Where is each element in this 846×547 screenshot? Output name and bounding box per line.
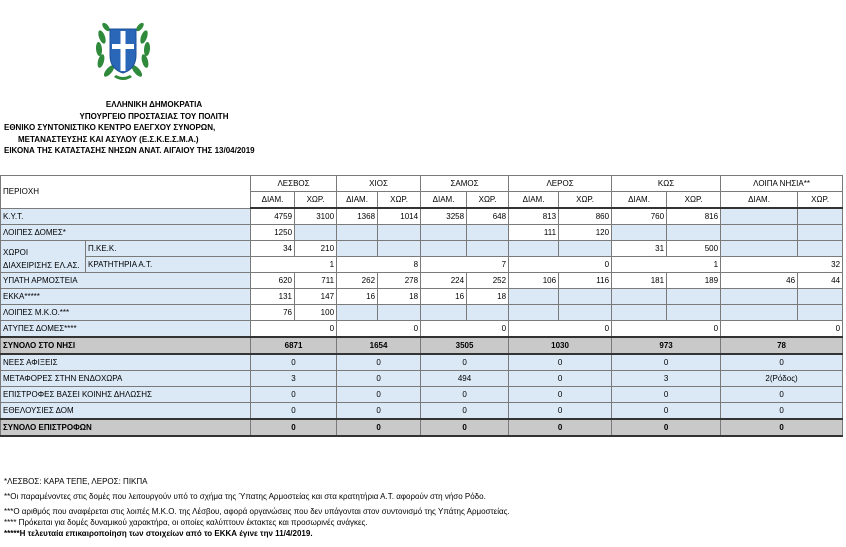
island-header-samos: ΣΑΜΟΣ xyxy=(421,176,509,192)
table-cell: 0 xyxy=(509,354,612,371)
table-cell xyxy=(421,305,467,321)
table-cell: 0 xyxy=(251,354,337,371)
row-group-label-line2: ΔΙΑΧΕΙΡΙΣΗΣ ΕΛ.ΑΣ. xyxy=(3,260,80,270)
table-cell: 648 xyxy=(467,208,509,225)
table-cell: 0 xyxy=(612,354,721,371)
table-cell xyxy=(798,289,843,305)
island-header-other: ΛΟΙΠΑ ΝΗΣΙΑ** xyxy=(721,176,843,192)
table-cell xyxy=(721,305,798,321)
table-cell: 0 xyxy=(721,387,843,403)
table-cell xyxy=(612,289,667,305)
row-group-label-line1: ΧΩΡΟΙ xyxy=(3,247,29,257)
table-row xyxy=(1,387,843,403)
table-cell: 0 xyxy=(421,419,509,436)
subheader-diam: ΔΙΑΜ. xyxy=(509,192,559,209)
table-cell: 0 xyxy=(421,403,509,420)
table-cell: 0 xyxy=(509,387,612,403)
table-cell xyxy=(337,305,378,321)
table-cell: 16 xyxy=(421,289,467,305)
footnote: ***Ο αριθμός που αναφέρεται στις λοιπές Μ.Κ.Ο. της Λέσβου, αφορά οργανώσεις που δεν υπάγονται στον συντονισμό της Υπάτης Αρμοστείας. xyxy=(4,507,510,516)
table-cell xyxy=(378,225,421,241)
table-cell: 18 xyxy=(467,289,509,305)
table-cell: 3 xyxy=(251,371,337,387)
table-cell: 711 xyxy=(295,273,337,289)
row-label-other-facilities: ΛΟΙΠΕΣ ΔΟΜΕΣ* xyxy=(1,225,251,241)
island-header-lesvos: ΛΕΣΒΟΣ xyxy=(251,176,337,192)
row-label-detention: ΚΡΑΤΗΤΗΡΙΑ Α.Τ. xyxy=(86,257,251,273)
island-header-chios: ΧΙΟΣ xyxy=(337,176,421,192)
table-cell: 0 xyxy=(337,403,421,420)
table-cell: 0 xyxy=(337,321,421,338)
table-row xyxy=(1,208,843,225)
table-cell: 2(Ρόδος) xyxy=(721,371,843,387)
table-cell: 131 xyxy=(251,289,295,305)
row-label-returns-joint-statement: ΕΠΙΣΤΡΟΦΕΣ ΒΑΣΕΙ ΚΟΙΝΗΣ ΔΗΛΩΣΗΣ xyxy=(1,387,251,403)
table-cell: 760 xyxy=(612,208,667,225)
table-row xyxy=(1,257,843,273)
subheader-diam: ΔΙΑΜ. xyxy=(421,192,467,209)
header-center: ΕΘΝΙΚΟ ΣΥΝΤΟΝΙΣΤΙΚΟ ΚΕΝΤΡΟ ΕΛΕΓΧΟΥ ΣΥΝΟΡΩΝ, xyxy=(4,123,216,132)
table-cell: 111 xyxy=(509,225,559,241)
row-label-transfers: ΜΕΤΑΦΟΡΕΣ ΣΤΗΝ ΕΝΔΟΧΩΡΑ xyxy=(1,371,251,387)
table-row xyxy=(1,273,843,289)
table-cell: 0 xyxy=(509,419,612,436)
table-cell: 189 xyxy=(667,273,721,289)
table-cell: 0 xyxy=(612,321,721,338)
table-cell xyxy=(798,241,843,257)
table-cell xyxy=(612,305,667,321)
table-cell xyxy=(667,225,721,241)
table-cell xyxy=(378,305,421,321)
footnote: **** Πρόκειται για δομές δυναμικού χαρακτήρα, οι οποίες καλύπτουν έκτακτες και προσωρινές ανάγκες. xyxy=(4,518,368,527)
table-cell: 494 xyxy=(421,371,509,387)
table-cell xyxy=(467,305,509,321)
table-cell: 0 xyxy=(612,419,721,436)
header-center-acronym: ΜΕΤΑΝΑΣΤΕΥΣΗΣ ΚΑΙ ΑΣΥΛΟΥ (Ε.Σ.Κ.Ε.Σ.Μ.Α.) xyxy=(18,134,199,144)
table-cell xyxy=(667,289,721,305)
table-cell: 3258 xyxy=(421,208,467,225)
table-cell: 0 xyxy=(721,403,843,420)
table-cell: 0 xyxy=(509,321,612,338)
island-header-leros: ΛΕΡΟΣ xyxy=(509,176,612,192)
document-header xyxy=(4,99,304,157)
row-group-police-spaces xyxy=(1,241,86,273)
table-cell: 816 xyxy=(667,208,721,225)
table-cell: 860 xyxy=(559,208,612,225)
table-cell xyxy=(509,241,559,257)
island-header-kos: ΚΩΣ xyxy=(612,176,721,192)
table-cell: 0 xyxy=(721,419,843,436)
subheader-diam: ΔΙΑΜ. xyxy=(612,192,667,209)
table-row xyxy=(1,403,843,420)
table-cell: 0 xyxy=(251,419,337,436)
table-cell: 1368 xyxy=(337,208,378,225)
table-cell: 0 xyxy=(421,321,509,338)
table-cell: 500 xyxy=(667,241,721,257)
table-cell: 210 xyxy=(295,241,337,257)
table-cell: 0 xyxy=(721,354,843,371)
table-cell: 224 xyxy=(421,273,467,289)
table-cell: 6871 xyxy=(251,337,337,354)
footnote: *****Η τελευταία επικαιροποίηση των στοιχείων από το ΕΚΚΑ έγινε την 11/4/2019. xyxy=(4,529,313,538)
table-row xyxy=(1,241,843,257)
table-cell: 78 xyxy=(721,337,843,354)
table-cell xyxy=(798,208,843,225)
table-cell: 0 xyxy=(421,354,509,371)
table-cell: 32 xyxy=(721,257,843,273)
table-cell xyxy=(721,208,798,225)
table-cell xyxy=(295,225,337,241)
table-cell xyxy=(559,289,612,305)
table-cell: 262 xyxy=(337,273,378,289)
table-cell: 3505 xyxy=(421,337,509,354)
subheader-xor: ΧΩΡ. xyxy=(378,192,421,209)
table-cell: 1014 xyxy=(378,208,421,225)
table-cell: 252 xyxy=(467,273,509,289)
header-ministry: ΥΠΟΥΡΓΕΙΟ ΠΡΟΣΤΑΣΙΑΣ ΤΟΥ ΠΟΛΙΤΗ xyxy=(79,111,229,121)
table-row xyxy=(1,289,843,305)
table-cell: 181 xyxy=(612,273,667,289)
table-cell: 0 xyxy=(337,387,421,403)
table-cell xyxy=(467,225,509,241)
table-cell: 0 xyxy=(612,387,721,403)
table-cell: 4759 xyxy=(251,208,295,225)
subheader-diam: ΔΙΑΜ. xyxy=(337,192,378,209)
table-cell: 31 xyxy=(612,241,667,257)
footnote: **Οι παραμένοντες στις δομές που λειτουργούν υπό το σχήμα της Ύπατης Αρμοστείας και στα κρατητήρια Α.Τ. αφορούν στη νήσο Ρόδο. xyxy=(4,492,486,501)
subheader-diam: ΔΙΑΜ. xyxy=(721,192,798,209)
table-cell: 0 xyxy=(251,387,337,403)
table-row xyxy=(1,419,843,436)
table-row xyxy=(1,337,843,354)
row-label-returns-total: ΣΥΝΟΛΟ ΕΠΙΣΤΡΟΦΩΝ xyxy=(1,419,251,436)
table-cell: 106 xyxy=(509,273,559,289)
row-label-island-total: ΣΥΝΟΛΟ ΣΤΟ ΝΗΣΙ xyxy=(1,337,251,354)
subheader-xor: ΧΩΡ. xyxy=(467,192,509,209)
table-cell: 3100 xyxy=(295,208,337,225)
footnote: *ΛΕΣΒΟΣ: ΚΑΡΑ ΤΕΠΕ, ΛΕΡΟΣ: ΠΙΚΠΑ xyxy=(4,477,148,486)
table-cell: 16 xyxy=(337,289,378,305)
table-cell xyxy=(721,225,798,241)
subheader-xor: ΧΩΡ. xyxy=(667,192,721,209)
table-cell xyxy=(721,241,798,257)
subheader-xor: ΧΩΡ. xyxy=(295,192,337,209)
table-row xyxy=(1,354,843,371)
islands-status-table xyxy=(0,175,843,437)
row-label-pkek: Π.ΚΕ.Κ. xyxy=(86,241,251,257)
table-cell: 0 xyxy=(509,257,612,273)
table-cell xyxy=(559,305,612,321)
region-header: ΠΕΡΙΟΧΗ xyxy=(1,176,251,209)
table-cell: 100 xyxy=(295,305,337,321)
table-row xyxy=(1,321,843,338)
table-cell: 1 xyxy=(251,257,337,273)
table-cell: 3 xyxy=(612,371,721,387)
row-label-new-arrivals: ΝΕΕΣ ΑΦΙΞΕΙΣ xyxy=(1,354,251,371)
table-cell: 813 xyxy=(509,208,559,225)
row-label-ngos: ΛΟΙΠΕΣ Μ.Κ.Ο.*** xyxy=(1,305,251,321)
table-cell xyxy=(509,289,559,305)
table-cell xyxy=(467,241,509,257)
table-cell: 0 xyxy=(509,403,612,420)
table-cell: 0 xyxy=(721,321,843,338)
row-label-kyt: Κ.Υ.Τ. xyxy=(1,208,251,225)
table-cell: 1 xyxy=(612,257,721,273)
table-cell xyxy=(509,305,559,321)
table-cell: 1654 xyxy=(337,337,421,354)
row-label-voluntary: ΕΘΕΛΟΥΣΙΕΣ ΔΟΜ xyxy=(1,403,251,420)
table-cell: 0 xyxy=(421,387,509,403)
table-cell xyxy=(559,241,612,257)
table-cell xyxy=(667,305,721,321)
table-cell xyxy=(337,225,378,241)
table-cell: 1250 xyxy=(251,225,295,241)
table-cell xyxy=(421,241,467,257)
table-cell: 44 xyxy=(798,273,843,289)
table-cell: 120 xyxy=(559,225,612,241)
table-cell: 46 xyxy=(721,273,798,289)
table-cell: 0 xyxy=(251,403,337,420)
table-row xyxy=(1,371,843,387)
row-label-unhcr: ΥΠΑΤΗ ΑΡΜΟΣΤΕΙΑ xyxy=(1,273,251,289)
table-cell: 1030 xyxy=(509,337,612,354)
table-cell xyxy=(612,225,667,241)
table-cell: 76 xyxy=(251,305,295,321)
table-cell: 0 xyxy=(337,371,421,387)
table-cell xyxy=(337,241,378,257)
table-cell: 0 xyxy=(251,321,337,338)
table-row xyxy=(1,176,843,192)
table-cell: 0 xyxy=(337,354,421,371)
footnotes xyxy=(4,476,844,539)
table-cell: 973 xyxy=(612,337,721,354)
table-cell: 18 xyxy=(378,289,421,305)
greek-emblem-icon xyxy=(92,17,154,83)
row-label-ekka: ΕΚΚΑ***** xyxy=(1,289,251,305)
table-cell: 0 xyxy=(337,419,421,436)
table-row xyxy=(1,305,843,321)
table-cell: 7 xyxy=(421,257,509,273)
table-row xyxy=(1,225,843,241)
table-cell: 278 xyxy=(378,273,421,289)
subheader-xor: ΧΩΡ. xyxy=(559,192,612,209)
table-cell: 0 xyxy=(612,403,721,420)
subheader-diam: ΔΙΑΜ. xyxy=(251,192,295,209)
table-cell xyxy=(721,289,798,305)
table-cell xyxy=(421,225,467,241)
table-cell: 620 xyxy=(251,273,295,289)
table-cell xyxy=(798,305,843,321)
subheader-xor: ΧΩΡ. xyxy=(798,192,843,209)
table-cell: 116 xyxy=(559,273,612,289)
table-cell: 8 xyxy=(337,257,421,273)
header-republic: ΕΛΛΗΝΙΚΗ ΔΗΜΟΚΡΑΤΙΑ xyxy=(105,100,203,109)
row-label-informal: ΑΤΥΠΕΣ ΔΟΜΕΣ**** xyxy=(1,321,251,338)
header-title: ΕΙΚΟΝΑ ΤΗΣ ΚΑΤΑΣΤΑΣΗΣ ΝΗΣΩΝ ΑΝΑΤ. ΑΙΓΑΙΟΥ ΤΗΣ 13/04/2019 xyxy=(4,146,255,155)
table-cell: 34 xyxy=(251,241,295,257)
table-cell: 0 xyxy=(509,371,612,387)
table-cell xyxy=(798,225,843,241)
table-cell: 147 xyxy=(295,289,337,305)
table-cell xyxy=(378,241,421,257)
